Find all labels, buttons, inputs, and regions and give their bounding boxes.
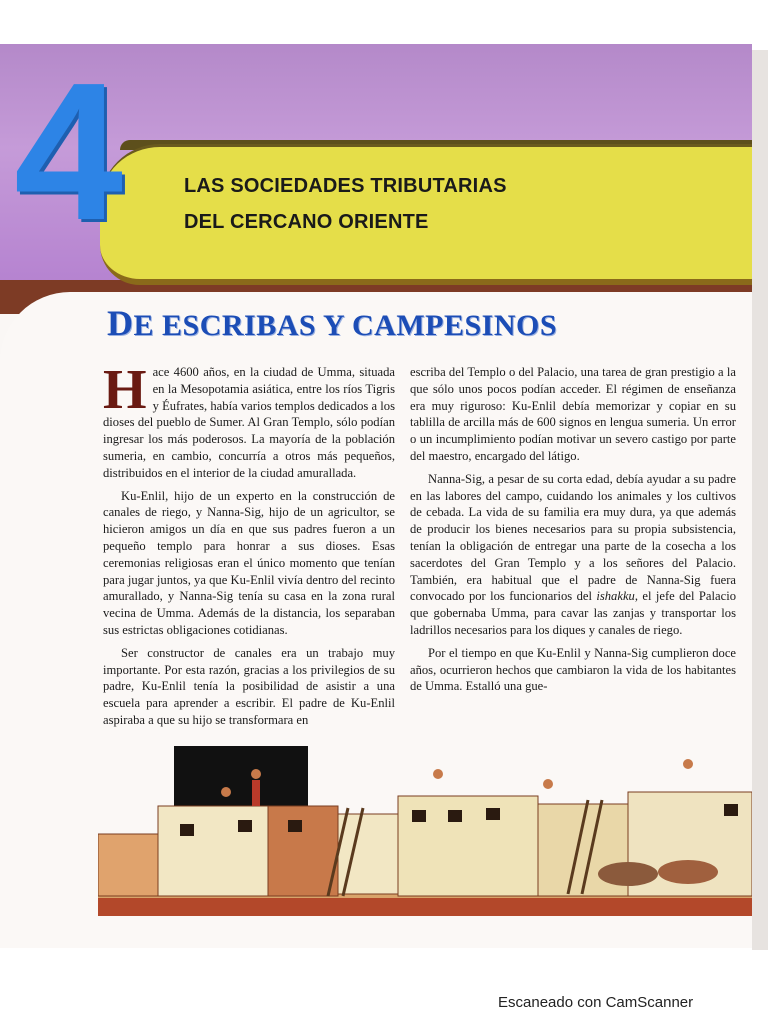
person bbox=[433, 769, 443, 779]
person bbox=[251, 769, 261, 779]
title-rest: ESCRIBAS Y CAMPESINOS bbox=[162, 309, 558, 342]
chapter-heading-line2: DEL CERCANO ORIENTE bbox=[184, 211, 429, 233]
chapter-heading bbox=[184, 168, 507, 240]
scanner-credit: Escaneado con CamScanner bbox=[498, 994, 694, 1011]
person bbox=[221, 787, 231, 797]
paragraph: Por el tiempo en que Ku-Enlil y Nanna-Sig cumplieron doce años, ocurrieron hechos que cambiaron la vida de los habitantes de Umma. Estalló una gue- bbox=[410, 645, 736, 694]
person bbox=[683, 759, 693, 769]
house bbox=[268, 806, 338, 896]
person bbox=[543, 779, 553, 789]
textbook-page bbox=[0, 44, 752, 948]
paragraph: Ku-Enlil, hijo de un experto en la construcción de canales de riego, y Nanna-Sig, hijo de un agricultor, se hicieron amigos un día en que sus padres fueron a un pequeño templo para honrar a sus dioses. Esas ceremonias religiosas eran el único momento que tenían para jugar juntos, ya que Ku-Enlil vivía dentro del recinto amurallado, y Nanna-Sig tenía su casa en la zona rural vecina de Umma. Además de la distancia, los separaban sus estrictas obligaciones cotidianas. bbox=[103, 488, 395, 637]
title-part: E bbox=[133, 309, 163, 342]
article-title bbox=[107, 302, 557, 344]
paragraph bbox=[103, 359, 395, 482]
right-column bbox=[410, 364, 736, 701]
left-column bbox=[103, 359, 395, 735]
ox bbox=[598, 862, 658, 886]
paragraph-text: , el jefe del Palacio que gobernaba Umma, para cavar las zanjas y transportar los ladrillos necesarios para los diques y canales de riego. bbox=[410, 589, 736, 637]
chapter-number: 4 bbox=[14, 44, 124, 261]
drop-capital: H bbox=[103, 359, 147, 421]
paragraph: Ser constructor de canales era un trabajo muy importante. Por esta razón, gracias a los privilegios de su padre, Ku-Enlil tenía la posibilidad de asistir a una escuela para aprender a escribir. El padre de Ku-Enlil aspiraba a que su hijo se transformara en bbox=[103, 645, 395, 727]
title-capital: D bbox=[107, 303, 134, 343]
ox bbox=[658, 860, 718, 884]
page-edge bbox=[752, 50, 768, 950]
sumerian-village-illustration bbox=[98, 744, 752, 916]
chapter-heading-line1: LAS SOCIEDADES TRIBUTARIAS bbox=[184, 175, 507, 197]
paragraph-text: Nanna-Sig, a pesar de su corta edad, debía ayudar a su padre en las labores del campo, cuidando los animales y los cultivos de cebada. La vida de su familia era muy dura, ya que además de producir los bienes necesarios para su propia subsistencia, tenían la obligación de entregar una parte de la cosecha a los sacerdotes del Gran Templo y a los señores del Palacio. También, era habitual que el padre de Nanna-Sig fuera convocado por los funcionarios del bbox=[410, 471, 736, 604]
paragraph bbox=[410, 471, 736, 639]
paragraph-text: ace 4600 años, en la ciudad de Umma, situada en la Mesopotamia asiática, entre los ríos Tigris y Éufrates, había varios templos dedicados a los dioses del pueblo de Sumer. Al Gran Templo, sólo podían ingresar los más poderosos. La mayoría de la población sumeria, en cambio, concurría a otros más pequeños, distribuidos en el interior de la ciudad amurallada. bbox=[103, 365, 395, 480]
italic-term: ishakku bbox=[596, 589, 635, 604]
paragraph: escriba del Templo o del Palacio, una tarea de gran prestigio a la que sólo unos pocos podían acceder. El régimen de enseñanza era muy riguroso: Ku-Enlil debía memorizar y copiar en su tablilla de arcilla más de 600 signos en lengua sumeria. Un error o un incumplimiento podían motivar un severo castigo por parte del maestro, encargado del látigo. bbox=[410, 365, 736, 463]
